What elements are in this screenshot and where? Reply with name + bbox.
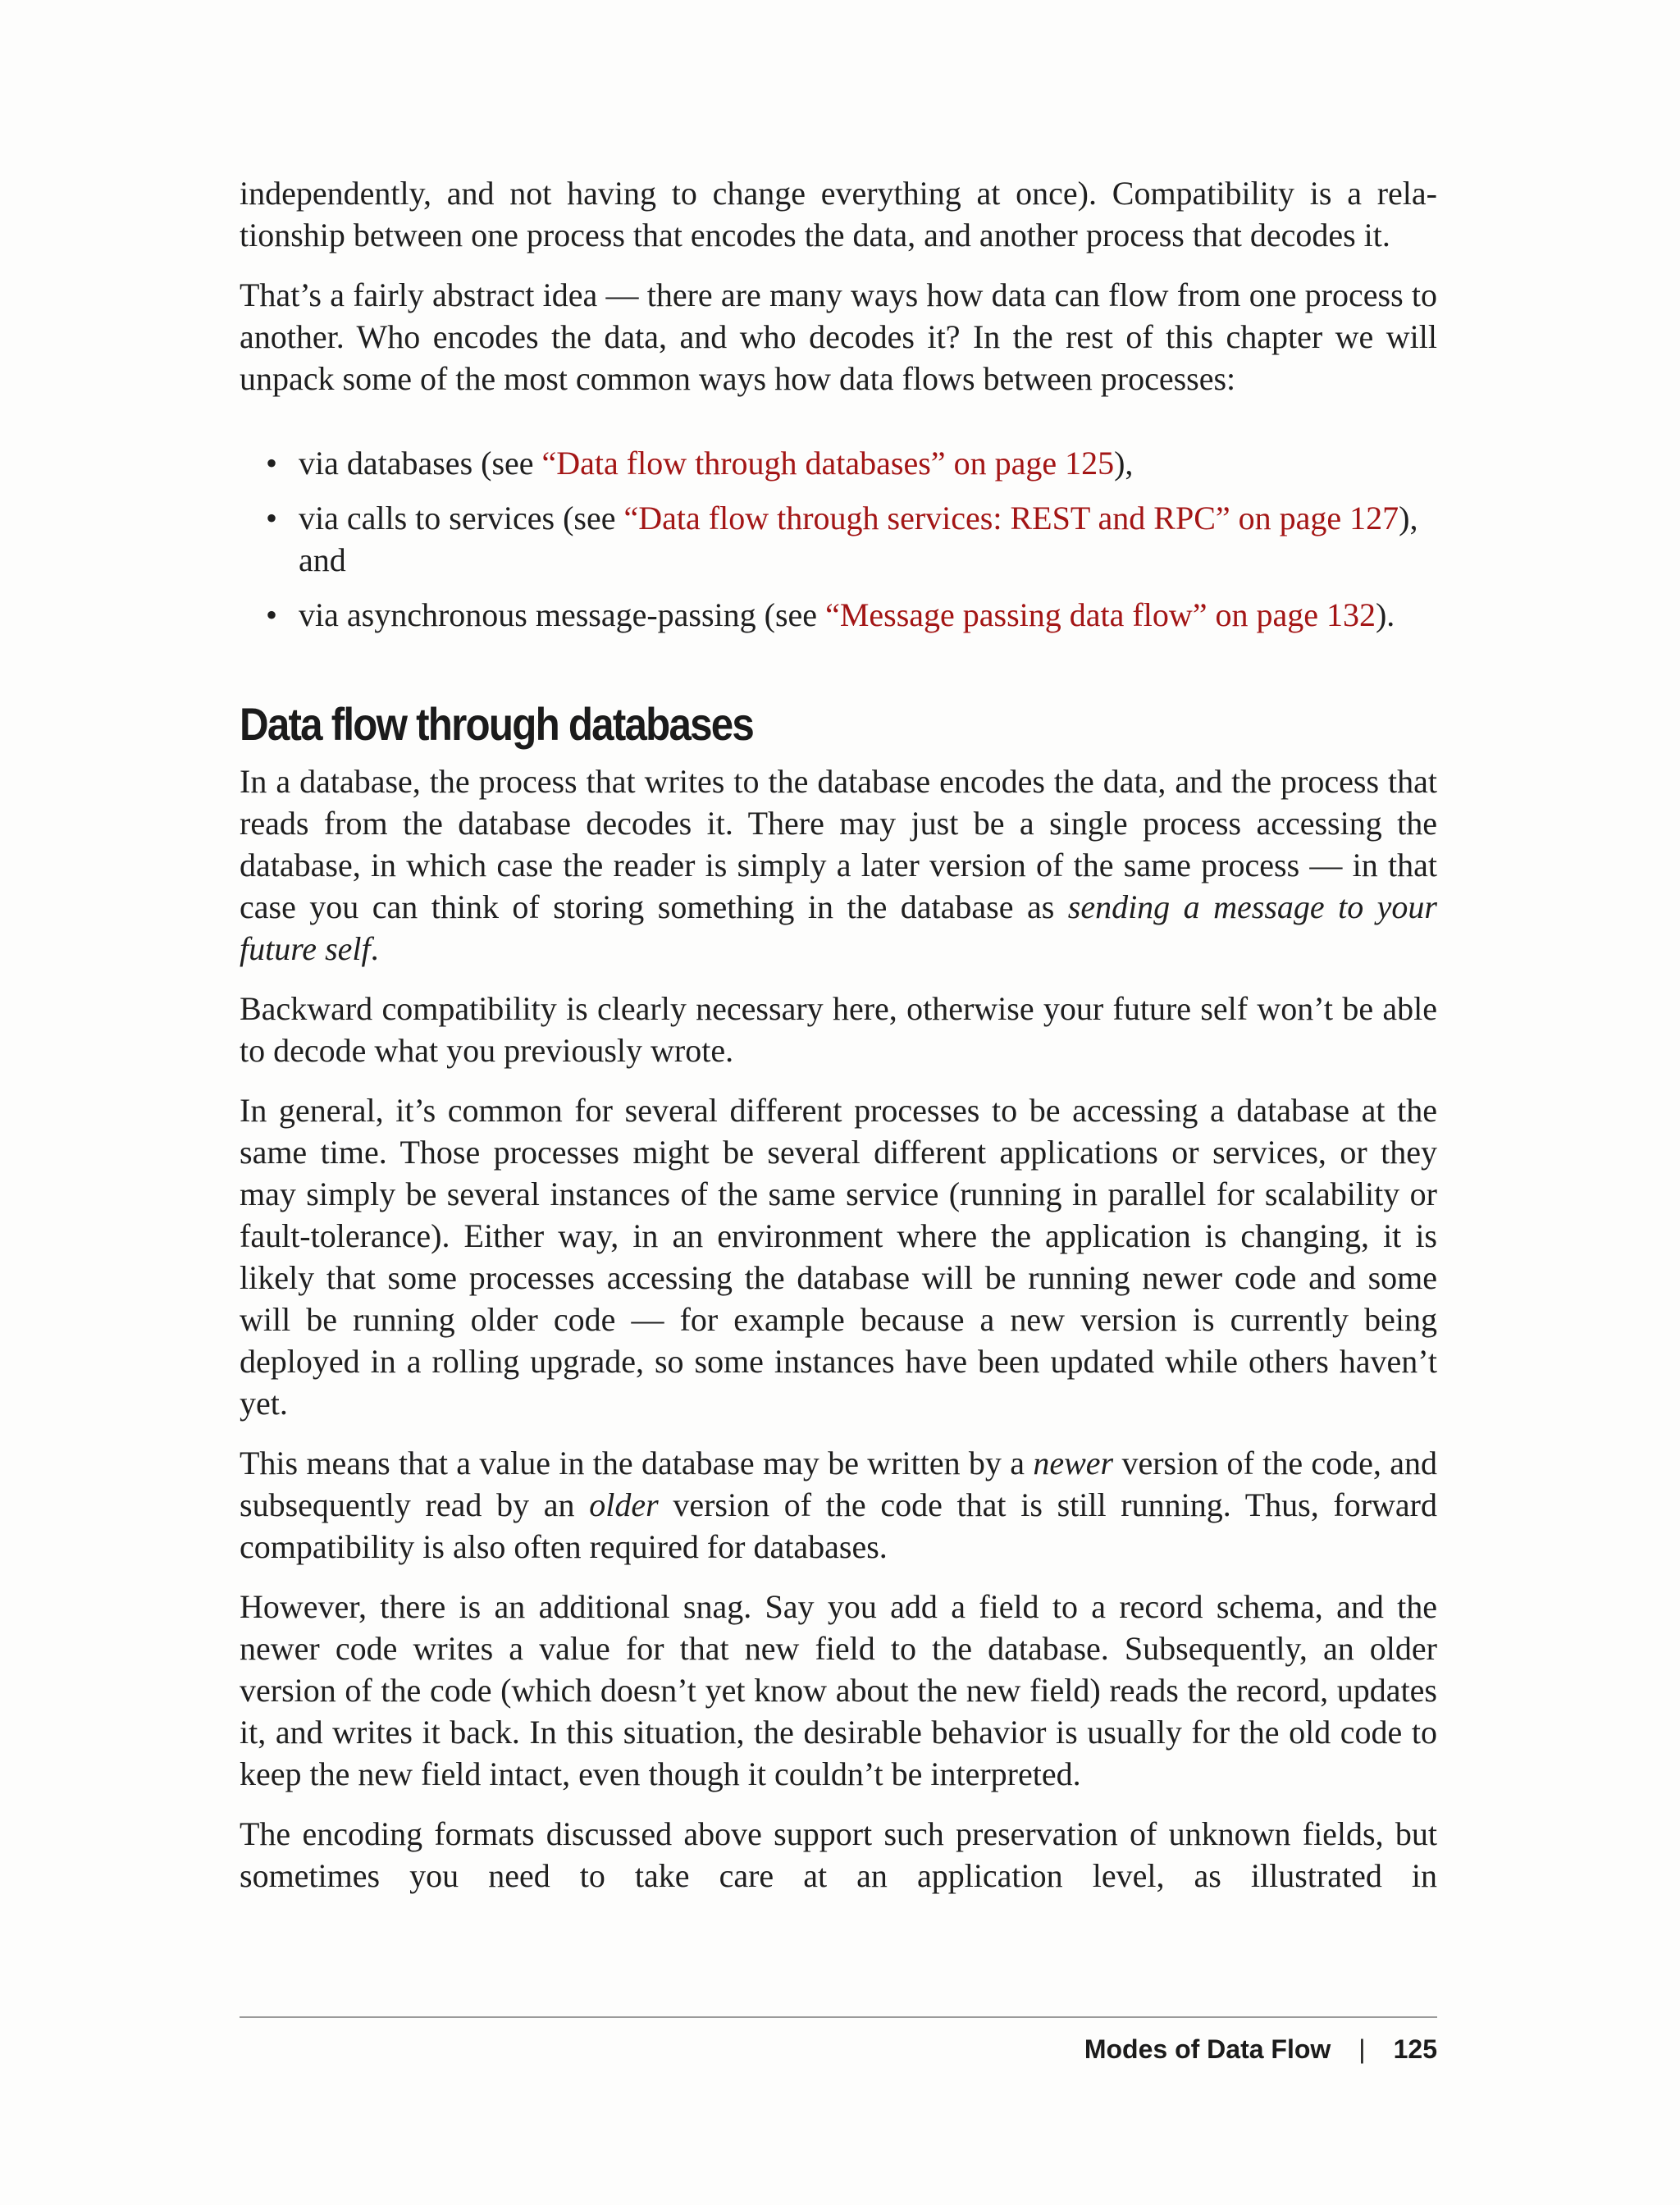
emphasis-text: older	[589, 1486, 659, 1523]
cross-reference-link[interactable]: “Data flow through services: REST and RPC” on page 127	[623, 500, 1399, 536]
intro-paragraph-2: That’s a fairly abstract idea — there are many ways how data can flow from one process to another. Who encodes the data, and who decodes it? In the rest of this chapter we will unpack some of the most common ways how data flows between processes:	[240, 276, 1437, 397]
page-number: 125	[1393, 2034, 1437, 2064]
list-item-text: ).	[1375, 596, 1395, 633]
data-flow-list	[240, 442, 1437, 636]
section-paragraph-5: However, there is an additional snag. Say you add a field to a record schema, and the newer code writes a value for that new field to the database. Subsequently, an older version of the code (which doesn’t yet know about the new field) reads the record, updates it, and writes it back. In this situation, the desirable behavior is usually for the old code to keep the new field intact, even though it couldn’t be interpreted.	[240, 1588, 1437, 1792]
emphasis-text: sending a message to your future self	[240, 888, 1437, 967]
intro-paragraph-1: independently, and not having to change everything at once). Compatibility is a relationship between one process that encodes the data, and another process that decodes it.	[240, 175, 1437, 253]
paragraph-text: This means that a value in the database may be written by a	[240, 1445, 1034, 1481]
cross-reference-link[interactable]: “Message passing data flow” on page 132	[825, 596, 1376, 633]
list-item-text: via calls to services (see	[299, 500, 624, 536]
footer-separator: |	[1358, 2034, 1366, 2064]
bullet-icon: •	[266, 445, 278, 482]
section-heading: Data flow through databases	[240, 698, 754, 750]
section-paragraph-1	[240, 760, 1437, 970]
section-paragraph-2: Backward compatibility is clearly necessary here, otherwise your future self won’t be able to decode what you previously wrote.	[240, 990, 1437, 1069]
section-paragraph-4	[240, 1442, 1437, 1568]
paragraph-text: version of the code, and subsequently read by an	[240, 1445, 1437, 1523]
running-footer-title: Modes of Data Flow	[1084, 2034, 1331, 2064]
paragraph-text: In a database, the process that writes to the database encodes the data, and the process that reads from the database decodes it. There may just be a single process accessing the database, in which case the reader is simply a later version of the same process — in that case you can think of storing something in the database as	[240, 763, 1437, 925]
section-paragraph-6: The encoding formats discussed above support such preservation of unknown fields, but sometimes you need to take care at an application level, as illustrated in	[240, 1815, 1437, 1894]
bullet-icon: •	[266, 596, 278, 633]
paragraph-text: .	[370, 930, 379, 967]
footer-divider	[240, 2016, 1437, 2018]
list-item-text: via asynchronous message-passing (see	[299, 596, 826, 633]
cross-reference-link[interactable]: “Data flow through databases” on page 125	[541, 445, 1115, 482]
list-item	[240, 497, 1437, 581]
section-paragraph-3: In general, it’s common for several different processes to be accessing a database at the same time. Those processes might be several different applications or services, or they may simply be several instances of the same service (running in parallel for scalability or fault-tolerance). Either way, in an environment where the application is changing, it is likely that some processes accessing the database will be running newer code and some will be running older code — for example because a new version is currently being deployed in a rolling upgrade, so some instances have been updated while others haven’t yet.	[240, 1092, 1437, 1422]
bullet-icon: •	[266, 500, 278, 536]
list-item-text: ), and	[299, 500, 1418, 578]
list-item-text: ),	[1114, 445, 1134, 482]
text-column	[240, 172, 1437, 1915]
list-item	[240, 594, 1437, 636]
emphasis-text: newer	[1033, 1445, 1114, 1481]
page-footer	[1084, 2031, 1437, 2067]
list-item	[240, 442, 1437, 484]
paragraph-text: version of the code that is still running. Thus, forward compatibility is also often required for databases.	[240, 1486, 1437, 1565]
list-item-text: via databases (see	[299, 445, 542, 482]
